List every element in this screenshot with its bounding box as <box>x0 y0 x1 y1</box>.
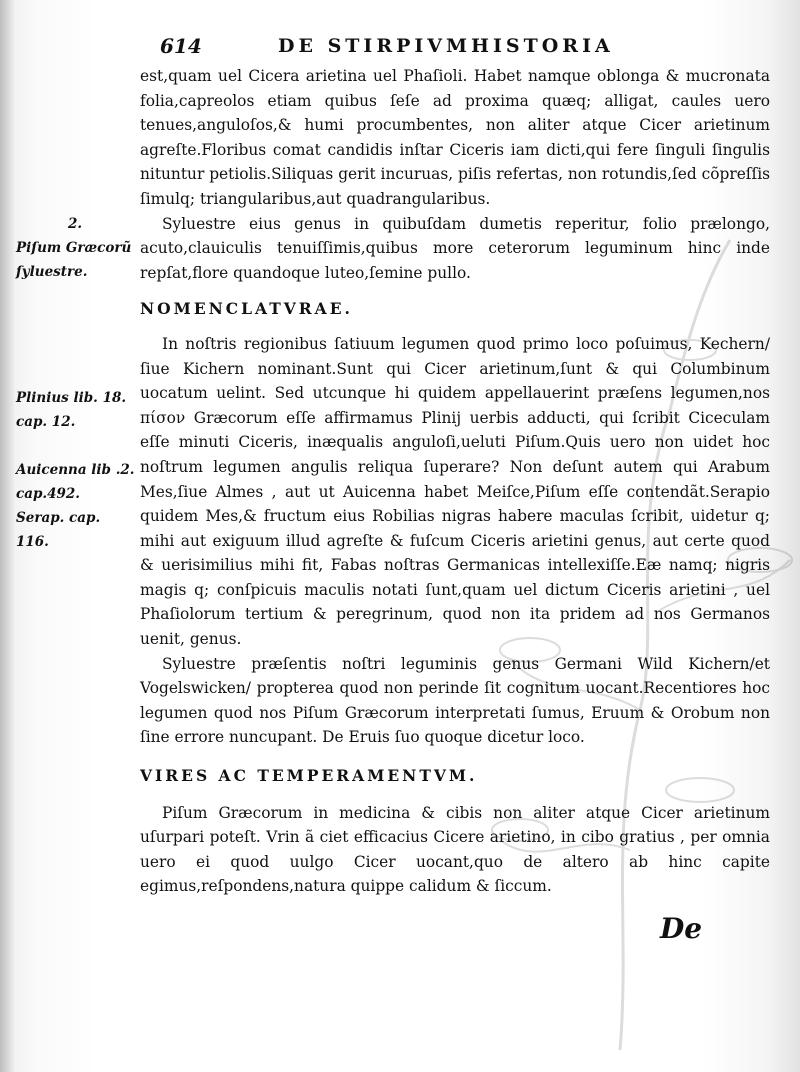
marginal-note-serapio <box>16 506 136 554</box>
paragraph-nomenclature: In noſtris regionibus ſatiuum legumen quod primo loco poſuimus, Kechern/ſiue Kichern nominant.Sunt qui Cicer arietinum,ſunt & qui Columbinum uocatum uelint. Sed utcunque hi quidem appellauerint præſens legumen,nos πίσον Græcorum eſſe affirmamus Plinij uerbis adducti, qui ſcribit Ciceculam eſſe minuti Ciceris, inæqualis anguloſi,ueluti Piſum.Quis uero non uidet hoc noſtrum legumen angulis reliqua ſuperare? Non deſunt autem qui Arabum Mes,ſiue Almes , aut ut Auicenna habet Meiſce,Piſum eſſe contendãt.Serapio quidem Mes,& fructum eius Robilias nigras habere maculas ſcribit, uidetur q; mihi aut exiguum illud agreſte & fuſcum Ciceris arietini genus, aut certe quod & uerisimilius mihi fit, Fabas noſtras Germanicas intellexiſſe.Eæ namq; nigris magis q; conſpicuis maculis notati ſunt,quam uel dictum Ciceris arietini , uel Phaſiolorum tertium & peregrinum, quod non ita pridem ad nos Germanos uenit, genus. <box>140 334 770 649</box>
marginal-note-line: ſyluestre. <box>16 264 88 280</box>
paragraph-german-names: Syluestre præſentis noſtri leguminis genus Germani Wild Kichern/et Vogelswicken/ propterea quod non perinde ſit cognitum uocant.Recentiores hoc legumen quod nos Piſum Græcorum interpretati ſumus, Eruum & Orobum non ſine errore nuncupant. De Eruis ſuo quoque dicetur loco. <box>140 654 770 747</box>
paragraph-sylvestre: Syluestre eius genus in quibuſdam dumetis reperitur, folio prælongo, acuto,clauiculis tenuiſſimis,quibus more ceterorum leguminum hinc inde repſat,flore quandoque luteo,ſemine pullo. <box>140 214 770 282</box>
page-number: 614 <box>160 34 202 58</box>
main-text-column <box>140 64 770 899</box>
running-title: DE STIRPIVMHISTORIA <box>278 35 614 57</box>
marginal-note-auicenna <box>16 458 136 506</box>
page-header <box>160 34 640 64</box>
catchword: De <box>660 912 703 945</box>
paragraph-properties: Piſum Græcorum in medicina & cibis non aliter atque Cicer arietinum uſurpari poteſt. Vrin ã ciet efficacius Cicere arietino, in cibo gratius , per omnia uero ei quod uulgo Cicer uocant,quo de altero ab hinc capite egimus,reſpondens,natura quippe calidum & ſiccum. <box>140 803 770 896</box>
marginal-note-line: Piſum Græcorũ <box>16 240 132 256</box>
paragraph-description: est,quam uel Cicera arietina uel Phaſioli. Habet namque oblonga & mucronata folia,capreolos etiam quibus ſeſe ad proxima quæq; alligat, caules uero tenues,anguloſos,& humi procumbentes, non aliter atque Cicer arietinum agreſte.Floribus comat candidis inſtar Ciceris iam dicti,qui fere ſinguli ſingulis nituntur petiolis.Siliquas gerit incuruas, piſis refertas, non rotundis,ſed cõpreſſis ſimulq; triangularibus,aut quadrangularibus. <box>140 67 771 208</box>
marginal-note-line: Auicenna lib .2. <box>16 462 135 478</box>
marginal-note-sylvestre <box>16 212 136 284</box>
page-gutter-shadow <box>0 0 14 1072</box>
marginal-note-line: cap. 12. <box>16 414 76 430</box>
heading-vires: VIRES AC TEMPERAMENTVM. <box>140 766 478 786</box>
marginal-note-plinius <box>16 386 136 434</box>
heading-nomenclaturae: NOMENCLATVRAE. <box>140 299 353 319</box>
marginal-note-number: 2. <box>68 216 83 232</box>
marginal-note-line: Plinius lib. 18. <box>16 390 127 406</box>
marginal-note-line: Serap. cap. 116. <box>16 510 101 550</box>
marginal-note-line: cap.492. <box>16 486 80 502</box>
